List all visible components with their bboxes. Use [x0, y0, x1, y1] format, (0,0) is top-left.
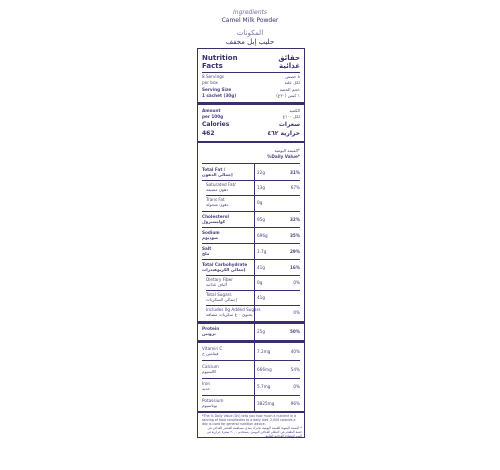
ingredients-heading-ar: المكونات [236, 29, 264, 37]
nutrient-calcium-ar: كالسيوم [202, 369, 217, 374]
divider [202, 259, 300, 260]
nutrient-sodium-ar: صوديوم [202, 235, 219, 240]
servings-ar: ٨ حصص [285, 74, 300, 79]
calories-value: 462 [202, 130, 215, 137]
nutrient-salt-en: Salt [202, 246, 212, 251]
calories-ar-value: حرارية ٤٦٢ [267, 130, 300, 137]
serving-size-value-en: 1 sachet (30g) [202, 93, 237, 98]
serving-size-en: Serving Size [202, 87, 232, 92]
nutrient-vitamin-c-qty: 7.2mg [257, 349, 271, 354]
footnote-ar: * النسبة المئوية للقيمة اليومية تخبرك بمدى مساهمة العنصر الغذائي في حصة الطعام في النظام الغذائي اليومي. يستخدم ٢٠٠٠ سعرة حرارية في اليوم للنصائح الغذائية العامة. [206, 426, 302, 438]
divider [206, 275, 300, 276]
nutrient-cholesterol-dv: 32% [289, 217, 300, 222]
nutrient-iron-qty: 5.7mg [257, 384, 271, 389]
nutrient-cholesterol-en: Cholesterol [202, 214, 229, 219]
divider [202, 378, 300, 379]
nutrient-salt-dv: 29% [289, 249, 300, 254]
title-en-line1: Nutrition [202, 54, 238, 62]
title-ar-line1: حقائق [278, 54, 300, 62]
thick-divider [198, 102, 304, 105]
calories-label-ar: سعرات [278, 121, 300, 128]
nutrient-total-fat-ar: إجمالي الدهون [202, 172, 233, 177]
servings-en: 8 Servings [202, 74, 225, 79]
nutrient-dietary-fiber-dv: 0% [293, 280, 300, 285]
column-separator [254, 259, 255, 321]
nutrient-total-carbohydrate-ar: إجمالي الكربوهيدرات [202, 267, 246, 272]
nutrient-saturated-fat-ar: دهون مشبعة [206, 187, 229, 192]
nutrient-total-sugars-en: Total Sugars [206, 292, 232, 297]
footnote-en: *The % Daily Value (DV) tells you how much a nutrient in a serving of food contributes to a daily diet. 2,000 calories a day is used for general nutrition advice. [202, 414, 297, 426]
nutrient-calcium-en: Calcium [202, 364, 219, 369]
nutrient-vitamin-c-en: Vitamin C [202, 346, 223, 351]
nutrient-total-fat-qty: 22g [257, 170, 265, 175]
column-separator [254, 164, 255, 180]
nutrient-vitamin-c-ar: فيتامين ج [202, 351, 219, 356]
ingredients-heading-en: Ingredients [233, 9, 267, 16]
nutrient-trans-fat-ar: دهون متحولة [206, 202, 229, 207]
column-separator [254, 324, 255, 340]
nutrient-iron-ar: حديد [202, 386, 211, 391]
calories-label-en: Calories [202, 121, 230, 128]
nutrient-protein-qty: 25g [257, 329, 265, 334]
divider [202, 72, 300, 73]
nutrient-iron-dv: 0% [293, 384, 300, 389]
nutrient-total-fat-en: Total Fat / [202, 167, 226, 172]
divider [202, 180, 300, 181]
thick-divider [198, 321, 304, 324]
nutrient-potassium-qty: 3825mg [257, 401, 275, 406]
per-100g-en: per 100g [202, 114, 224, 119]
divider [206, 305, 300, 306]
nutrient-total-carbohydrate-en: Total Carbohydrate [202, 262, 248, 267]
medium-divider [198, 141, 304, 143]
nutrient-total-sugars-ar: إجمالي السكريات [206, 297, 237, 302]
nutrient-protein-ar: بروتين [202, 331, 216, 336]
title-en-line2: Facts [202, 62, 223, 70]
nutrient-total-carbohydrate-qty: 41g [257, 265, 265, 270]
serving-size-ar: حجم الحصة [279, 87, 300, 92]
nutrient-added-sugars-en: Includes 0g Added Sugars [206, 307, 261, 312]
divider [206, 195, 300, 196]
serving-size-value-ar: ١ كيس (٣٠غ) [276, 93, 300, 98]
divider [202, 395, 300, 396]
product-name-ar: حليب إبل مجفف [225, 38, 275, 46]
column-separator [254, 343, 255, 411]
nutrient-cholesterol-qty: 95g [257, 217, 265, 222]
product-name-en: Camel Milk Powder [221, 17, 279, 24]
nutrient-cholesterol-ar: كوليسترول [202, 219, 226, 224]
divider [202, 211, 300, 212]
nutrient-added-sugars-dv: 0% [293, 310, 300, 315]
nutrition-facts-label [197, 48, 305, 438]
nutrient-added-sugars-ar: يحتوي ٠ غ سكريات مضافة [206, 312, 253, 317]
nutrient-sodium-qty: 696g [257, 233, 268, 238]
thick-divider [198, 340, 304, 343]
nutrient-trans-fat-en: Trans Fat [206, 197, 225, 202]
nutrient-potassium-ar: بوتاسيوم [202, 403, 218, 408]
divider [202, 243, 300, 244]
nutrient-saturated-fat-dv: 67% [290, 185, 300, 190]
nutrient-vitamin-c-dv: 40% [290, 349, 300, 354]
nutrient-sodium-en: Sodium [202, 230, 220, 235]
nutrient-trans-fat-qty: 0g [257, 200, 263, 205]
nutrient-iron-en: Iron [202, 381, 211, 386]
divider [202, 360, 300, 361]
nutrient-total-carbohydrate-dv: 16% [289, 265, 300, 270]
per-100g-ar: لكل ١٠٠غ [282, 114, 300, 119]
nutrient-sodium-dv: 35% [289, 233, 300, 238]
nutrient-salt-ar: ملح [202, 251, 210, 256]
nutrient-dietary-fiber-ar: ألياف غذائية [206, 282, 227, 287]
daily-value-header-ar: القيمة اليومية* [274, 148, 300, 153]
amount-ar: الكمية [289, 108, 300, 113]
nutrient-potassium-en: Potassium [202, 398, 224, 403]
divider [202, 227, 300, 228]
divider [202, 163, 300, 164]
nutrient-calcium-qty: 666mg [257, 367, 272, 372]
nutrient-dietary-fiber-qty: 0g [257, 280, 263, 285]
nutrient-protein-dv: 50% [289, 329, 300, 334]
nutrient-salt-qty: 1.7g [257, 249, 267, 254]
column-separator [254, 211, 255, 259]
nutrient-dietary-fiber-en: Dietary Fiber [206, 277, 233, 282]
nutrient-protein-en: Protein [202, 326, 220, 331]
nutrient-potassium-dv: 96% [290, 401, 300, 406]
per-box-en: per box [202, 80, 218, 85]
nutrient-calcium-dv: 54% [290, 367, 300, 372]
medium-divider [198, 411, 304, 413]
title-ar-line2: غذائية [279, 62, 300, 70]
amount-en: Amount [202, 108, 221, 113]
nutrient-saturated-fat-en: Saturated Fat/ [206, 182, 236, 187]
nutrient-total-fat-dv: 31% [289, 170, 300, 175]
nutrient-saturated-fat-qty: 13g [257, 185, 265, 190]
daily-value-header-en: %Daily Value* [267, 154, 300, 159]
divider [206, 290, 300, 291]
column-separator [254, 180, 255, 211]
nutrient-total-sugars-qty: 41g [257, 295, 265, 300]
per-box-ar: لكل علبة [284, 80, 300, 85]
